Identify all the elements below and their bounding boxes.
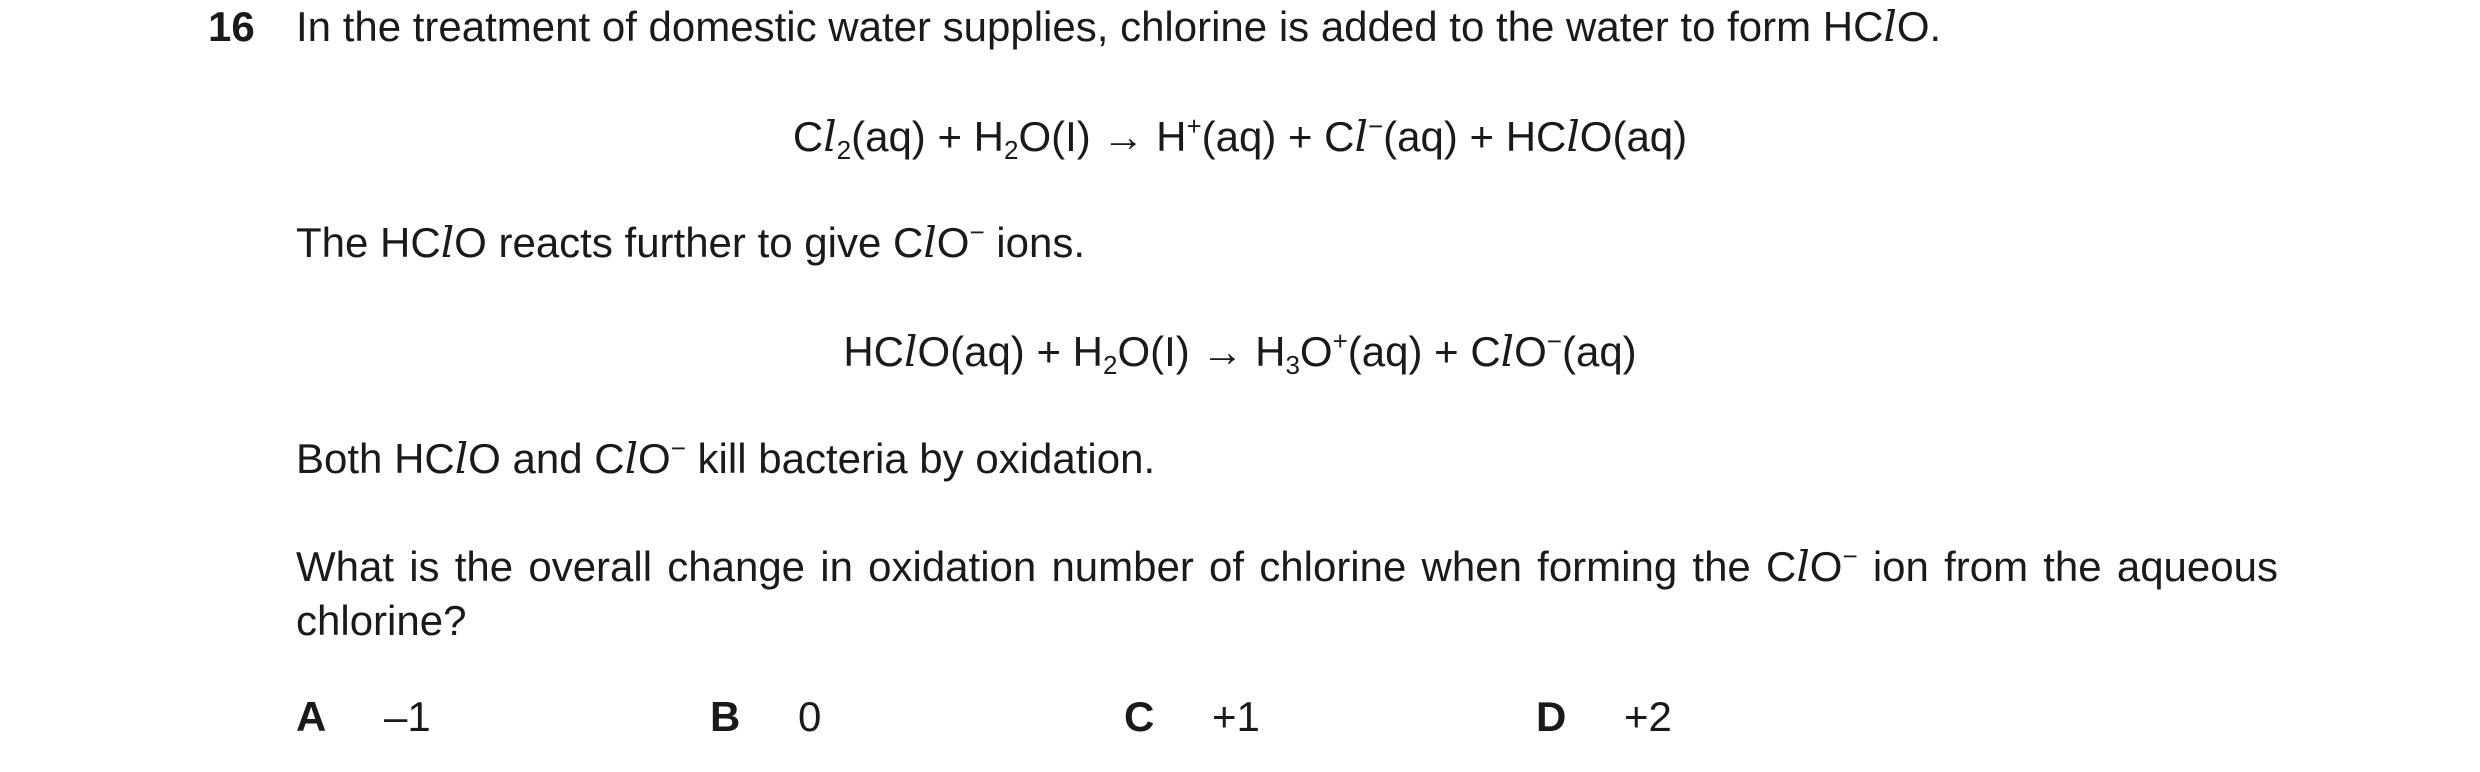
option-b-value: 0 — [798, 693, 822, 740]
question-prompt: What is the overall change in oxidation number of chlorine when forming the ClO− ion from the aqueous chlorine? — [296, 541, 2278, 644]
question-number: 16 — [208, 3, 255, 50]
paragraph-reacts-further: The HClO reacts further to give ClO− ions. — [296, 217, 1086, 267]
option-a-letter: A — [296, 693, 327, 740]
equation-hypochlorite-formation: HClO(aq) + $H_2O(I) \to H_3O^+(aq) + ClO^-(aq)$ — [843, 326, 1637, 380]
option-a[interactable] — [296, 690, 431, 744]
equation-chlorine-hydrolysis: $Cl_2(aq) + H_2O(I) \to H^+(aq) + Cl^-(aq)$ + HClO(aq) — [792, 111, 1688, 165]
option-a-value: –1 — [384, 693, 431, 740]
question-intro: In the treatment of domestic water supplies, chlorine is added to the water to form HClO. — [296, 2, 1942, 51]
option-d-letter: D — [1536, 693, 1567, 740]
option-d[interactable] — [1536, 690, 1672, 744]
option-b-letter: B — [710, 693, 741, 740]
option-c-letter: C — [1124, 693, 1155, 740]
paragraph-kill-bacteria: Both HClO and ClO− kill bacteria by oxidation. — [296, 433, 1156, 483]
option-c-value: +1 — [1212, 693, 1260, 740]
option-b[interactable] — [710, 690, 821, 744]
option-c[interactable] — [1124, 690, 1260, 744]
option-d-value: +2 — [1624, 693, 1672, 740]
